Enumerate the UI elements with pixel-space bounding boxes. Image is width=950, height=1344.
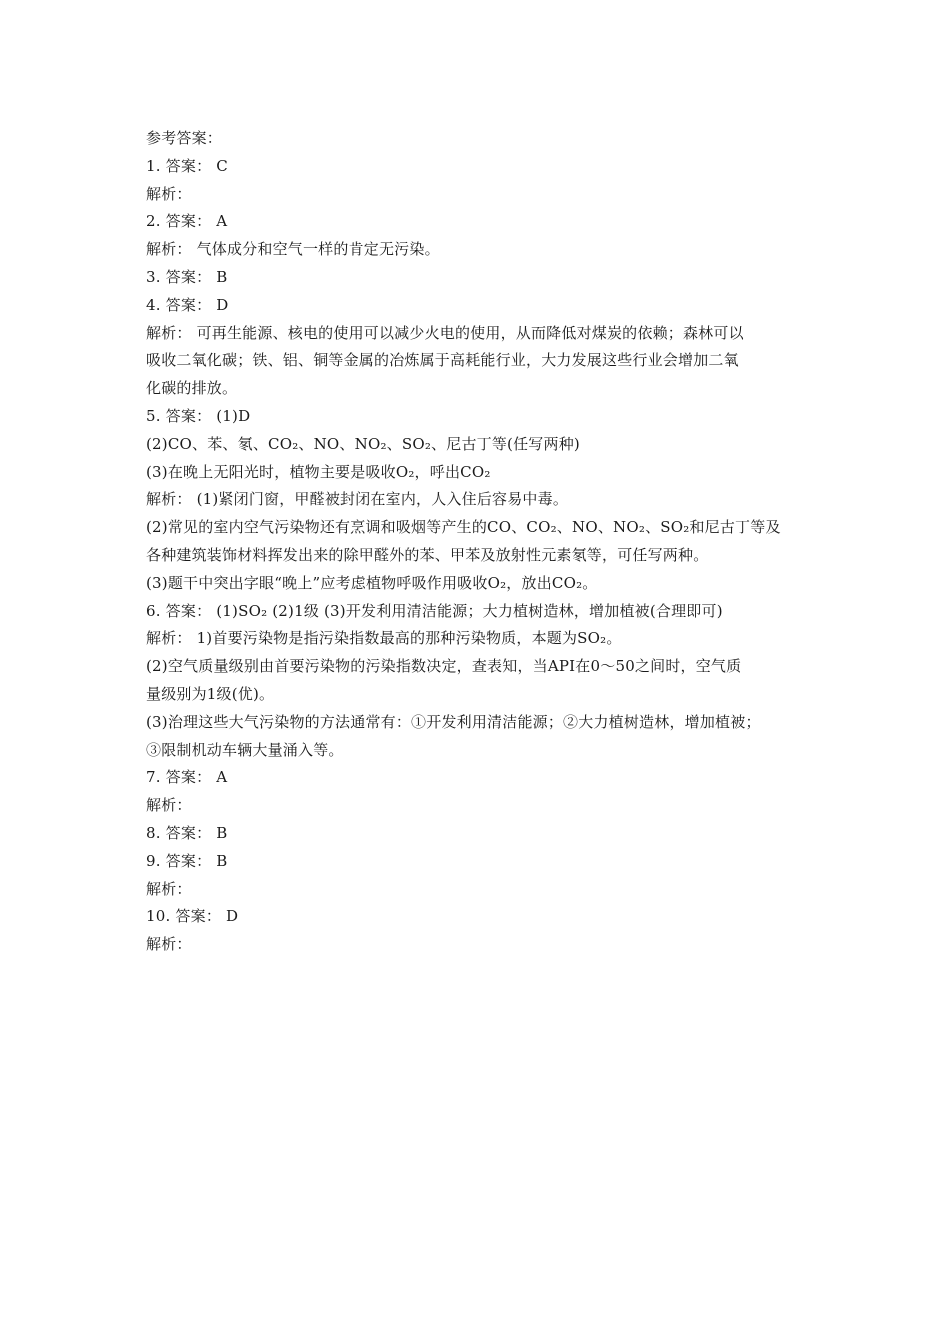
explanation-4-line-1: 解析： 可再生能源、核电的使用可以减少火电的使用，从而降低对煤炭的依赖；森林可以 bbox=[146, 323, 744, 342]
answer-4: 4. 答案： D bbox=[146, 295, 229, 314]
answer-3: 3. 答案： B bbox=[146, 267, 228, 286]
explanation-2: 解析： 气体成分和空气一样的肯定无污染。 bbox=[146, 240, 440, 259]
answer-7: 7. 答案： A bbox=[146, 768, 228, 787]
explanation-4-line-3: 化碳的排放。 bbox=[146, 379, 238, 398]
answer-2: 2. 答案： A bbox=[146, 212, 228, 231]
answer-10: 10. 答案： D bbox=[146, 907, 239, 926]
explanation-6-part-3-line-2: ③限制机动车辆大量涌入等。 bbox=[146, 740, 344, 759]
explanation-5-part-2-line-1: (2)常见的室内空气污染物还有烹调和吸烟等产生的CO、CO₂、NO、NO₂、SO₂和尼古丁等及 bbox=[146, 518, 781, 537]
answer-6: 6. 答案： (1)SO₂ (2)1级 (3)开发利用清洁能源；大力植树造林，增加植被(合理即可) bbox=[146, 601, 723, 620]
explanation-5-part-3: (3)题干中突出字眼“晚上”应考虑植物呼吸作用吸收O₂，放出CO₂。 bbox=[146, 573, 598, 592]
explanation-9: 解析： bbox=[146, 879, 192, 898]
answer-5-part-2: (2)CO、苯、氡、CO₂、NO、NO₂、SO₂、尼古丁等(任写两种) bbox=[146, 434, 580, 453]
explanation-6-part-1: 解析： 1)首要污染物是指污染指数最高的那种污染物质，本题为SO₂。 bbox=[146, 629, 622, 648]
explanation-4-line-2: 吸收二氧化碳；铁、铝、铜等金属的冶炼属于高耗能行业，大力发展这些行业会增加二氧 bbox=[146, 351, 739, 370]
answer-5-part-1: 5. 答案： (1)D bbox=[146, 406, 251, 425]
explanation-5-part-2-line-2: 各种建筑装饰材料挥发出来的除甲醛外的苯、甲苯及放射性元素氡等，可任写两种。 bbox=[146, 545, 709, 564]
explanation-10: 解析： bbox=[146, 935, 192, 954]
explanation-1: 解析： bbox=[146, 184, 192, 203]
explanation-7: 解析： bbox=[146, 796, 192, 815]
answer-1: 1. 答案： C bbox=[146, 156, 228, 175]
explanation-5-part-1: 解析： (1)紧闭门窗，甲醛被封闭在室内，人入住后容易中毒。 bbox=[146, 490, 569, 509]
explanation-6-part-2-line-1: (2)空气质量级别由首要污染物的污染指数决定，查表知，当API在0～50之间时，空气质 bbox=[146, 657, 742, 676]
explanation-6-part-3-line-1: (3)治理这些大气污染物的方法通常有：①开发利用清洁能源；②大力植树造林，增加植被； bbox=[146, 712, 761, 731]
answer-key-heading: 参考答案： bbox=[146, 129, 223, 147]
answer-5-part-3: (3)在晚上无阳光时，植物主要是吸收O₂，呼出CO₂ bbox=[146, 462, 491, 481]
answer-key-body bbox=[146, 125, 926, 959]
explanation-6-part-2-line-2: 量级别为1级(优)。 bbox=[146, 684, 275, 703]
answer-9: 9. 答案： B bbox=[146, 851, 228, 870]
answer-8: 8. 答案： B bbox=[146, 823, 228, 842]
